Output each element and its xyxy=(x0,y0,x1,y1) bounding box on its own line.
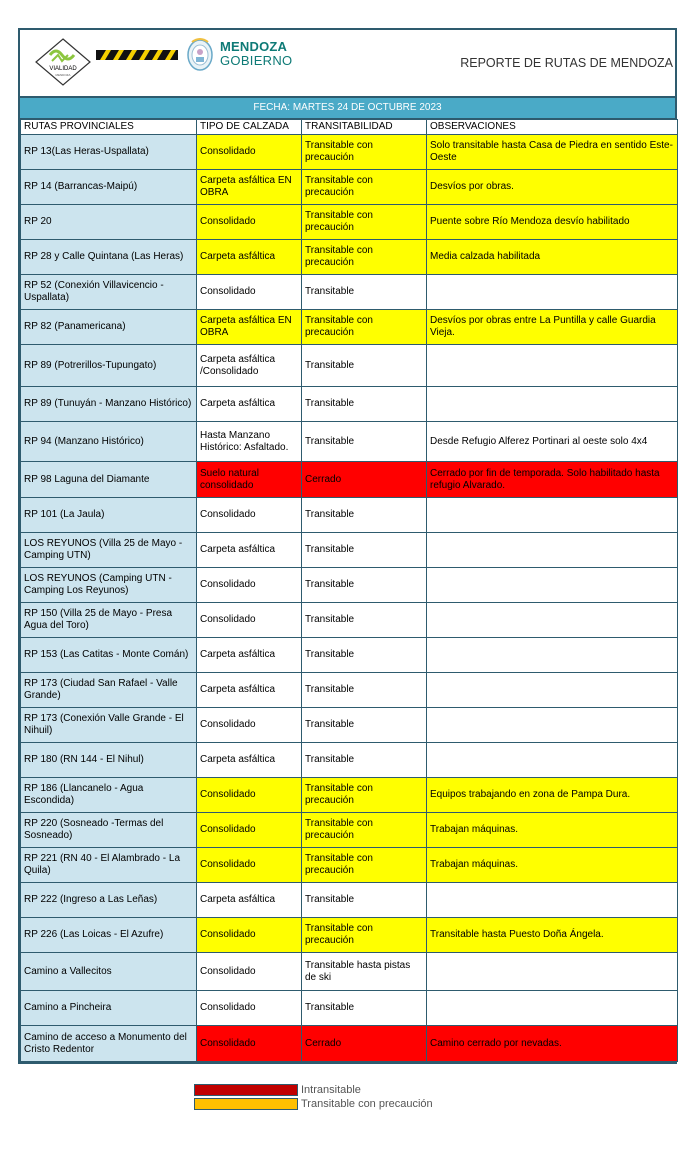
road-type-cell: Suelo natural consolidado xyxy=(197,462,302,498)
table-row xyxy=(21,135,678,170)
road-type-cell: Carpeta asfáltica xyxy=(197,743,302,778)
column-header-notes: OBSERVACIONES xyxy=(427,120,678,135)
gov-subtitle: GOBIERNO xyxy=(220,53,293,68)
column-header-road-type: TIPO DE CALZADA xyxy=(197,120,302,135)
table-row xyxy=(21,883,678,918)
route-cell: RP 173 (Ciudad San Rafael - Valle Grande) xyxy=(21,673,197,708)
route-cell: Camino a Vallecitos xyxy=(21,953,197,991)
road-type-cell: Consolidado xyxy=(197,918,302,953)
route-cell: RP 221 (RN 40 - El Alambrado - La Quila) xyxy=(21,848,197,883)
route-cell: RP 94 (Manzano Histórico) xyxy=(21,422,197,462)
status-cell: Transitable xyxy=(302,275,427,310)
status-cell: Transitable xyxy=(302,533,427,568)
route-cell: LOS REYUNOS (Camping UTN - Camping Los Reyunos) xyxy=(21,568,197,603)
notes-cell xyxy=(427,387,678,422)
table-row xyxy=(21,1026,678,1062)
notes-cell xyxy=(427,533,678,568)
status-cell: Transitable con precaución xyxy=(302,135,427,170)
routes-table-body xyxy=(21,135,678,1062)
status-cell: Transitable con precaución xyxy=(302,310,427,345)
status-cell: Transitable con precaución xyxy=(302,813,427,848)
notes-cell xyxy=(427,991,678,1026)
route-cell: RP 180 (RN 144 - El Nihul) xyxy=(21,743,197,778)
route-cell: RP 20 xyxy=(21,205,197,240)
report-title: REPORTE DE RUTAS DE MENDOZA xyxy=(460,56,673,70)
table-row xyxy=(21,462,678,498)
notes-cell xyxy=(427,638,678,673)
route-cell: RP 98 Laguna del Diamante xyxy=(21,462,197,498)
road-type-cell: Consolidado xyxy=(197,1026,302,1062)
table-row xyxy=(21,422,678,462)
route-cell: RP 89 (Potrerillos-Tupungato) xyxy=(21,345,197,387)
notes-cell xyxy=(427,275,678,310)
route-cell: RP 14 (Barrancas-Maipú) xyxy=(21,170,197,205)
notes-cell: Equipos trabajando en zona de Pampa Dura. xyxy=(427,778,678,813)
status-cell: Transitable con precaución xyxy=(302,918,427,953)
notes-cell xyxy=(427,743,678,778)
route-cell: Camino de acceso a Monumento del Cristo Redentor xyxy=(21,1026,197,1062)
legend-swatch-precaution xyxy=(194,1098,298,1110)
notes-cell: Transitable hasta Puesto Doña Ángela. xyxy=(427,918,678,953)
route-cell: RP 153 (Las Catitas - Monte Comán) xyxy=(21,638,197,673)
svg-text:MENDOZA: MENDOZA xyxy=(55,73,71,77)
road-type-cell: Carpeta asfáltica xyxy=(197,673,302,708)
notes-cell: Puente sobre Río Mendoza desvío habilitado xyxy=(427,205,678,240)
notes-cell: Trabajan máquinas. xyxy=(427,813,678,848)
road-type-cell: Hasta Manzano Histórico: Asfaltado. xyxy=(197,422,302,462)
road-type-cell: Carpeta asfáltica /Consolidado xyxy=(197,345,302,387)
notes-cell xyxy=(427,498,678,533)
notes-cell xyxy=(427,568,678,603)
notes-cell xyxy=(427,883,678,918)
route-cell: RP 222 (Ingreso a Las Leñas) xyxy=(21,883,197,918)
road-type-cell: Carpeta asfáltica xyxy=(197,387,302,422)
status-cell: Cerrado xyxy=(302,462,427,498)
route-cell: LOS REYUNOS (Villa 25 de Mayo - Camping UTN) xyxy=(21,533,197,568)
road-type-cell: Carpeta asfáltica EN OBRA xyxy=(197,170,302,205)
road-type-cell: Consolidado xyxy=(197,953,302,991)
routes-table xyxy=(20,119,678,1062)
route-cell: RP 173 (Conexión Valle Grande - El Nihuil) xyxy=(21,708,197,743)
status-cell: Transitable xyxy=(302,498,427,533)
table-row xyxy=(21,603,678,638)
road-type-cell: Consolidado xyxy=(197,848,302,883)
notes-cell xyxy=(427,708,678,743)
table-row xyxy=(21,848,678,883)
road-type-cell: Consolidado xyxy=(197,991,302,1026)
status-cell: Transitable xyxy=(302,673,427,708)
table-row xyxy=(21,170,678,205)
date-bar: FECHA: MARTES 24 DE OCTUBRE 2023 xyxy=(20,98,675,119)
road-type-cell: Consolidado xyxy=(197,603,302,638)
status-cell: Transitable con precaución xyxy=(302,170,427,205)
notes-cell: Media calzada habilitada xyxy=(427,240,678,275)
column-header-status: TRANSITABILIDAD xyxy=(302,120,427,135)
road-type-cell: Carpeta asfáltica xyxy=(197,533,302,568)
table-row xyxy=(21,813,678,848)
table-row xyxy=(21,275,678,310)
status-cell: Transitable con precaución xyxy=(302,240,427,275)
route-cell: RP 220 (Sosneado -Termas del Sosneado) xyxy=(21,813,197,848)
table-row xyxy=(21,918,678,953)
notes-cell: Trabajan máquinas. xyxy=(427,848,678,883)
notes-cell: Camino cerrado por nevadas. xyxy=(427,1026,678,1062)
vialidad-logo xyxy=(34,37,92,87)
table-row xyxy=(21,310,678,345)
mendoza-coat-of-arms-icon xyxy=(186,36,214,74)
route-cell: RP 226 (Las Loicas - El Azufre) xyxy=(21,918,197,953)
route-cell: RP 186 (Llancanelo - Agua Escondida) xyxy=(21,778,197,813)
route-cell: RP 28 y Calle Quintana (Las Heras) xyxy=(21,240,197,275)
notes-cell: Solo transitable hasta Casa de Piedra en sentido Este-Oeste xyxy=(427,135,678,170)
route-cell: Camino a Pincheira xyxy=(21,991,197,1026)
gov-name: MENDOZA xyxy=(220,39,288,54)
report-header xyxy=(20,30,675,98)
status-cell: Cerrado xyxy=(302,1026,427,1062)
status-cell: Transitable xyxy=(302,603,427,638)
road-type-cell: Consolidado xyxy=(197,275,302,310)
route-cell: RP 101 (La Jaula) xyxy=(21,498,197,533)
road-type-cell: Consolidado xyxy=(197,498,302,533)
status-cell: Transitable con precaución xyxy=(302,848,427,883)
status-cell: Transitable xyxy=(302,387,427,422)
status-cell: Transitable xyxy=(302,638,427,673)
status-cell: Transitable xyxy=(302,883,427,918)
table-row xyxy=(21,778,678,813)
legend-label: Transitable con precaución xyxy=(301,1098,433,1110)
notes-cell: Desvíos por obras. xyxy=(427,170,678,205)
table-row xyxy=(21,638,678,673)
status-cell: Transitable hasta pistas de ski xyxy=(302,953,427,991)
table-row xyxy=(21,991,678,1026)
status-cell: Transitable xyxy=(302,568,427,603)
road-type-cell: Consolidado xyxy=(197,813,302,848)
table-row xyxy=(21,205,678,240)
route-cell: RP 52 (Conexión Villavicencio - Uspallata) xyxy=(21,275,197,310)
table-row xyxy=(21,533,678,568)
notes-cell xyxy=(427,953,678,991)
road-type-cell: Consolidado xyxy=(197,568,302,603)
table-row xyxy=(21,387,678,422)
road-type-cell: Carpeta asfáltica xyxy=(197,240,302,275)
table-row xyxy=(21,240,678,275)
status-cell: Transitable xyxy=(302,345,427,387)
status-cell: Transitable xyxy=(302,422,427,462)
table-row xyxy=(21,953,678,991)
table-row xyxy=(21,498,678,533)
notes-cell xyxy=(427,673,678,708)
notes-cell xyxy=(427,345,678,387)
hazard-stripes xyxy=(96,50,178,60)
vialidad-logo-text: VIALIDAD xyxy=(49,66,77,72)
legend-swatch-intransitable xyxy=(194,1084,298,1096)
notes-cell: Desde Refugio Alferez Portinari al oeste solo 4x4 xyxy=(427,422,678,462)
notes-cell xyxy=(427,603,678,638)
report-sheet xyxy=(18,28,677,1064)
table-row xyxy=(21,673,678,708)
road-type-cell: Consolidado xyxy=(197,708,302,743)
column-header-route: RUTAS PROVINCIALES xyxy=(21,120,197,135)
notes-cell: Desvíos por obras entre La Puntilla y calle Guardia Vieja. xyxy=(427,310,678,345)
route-cell: RP 150 (Villa 25 de Mayo - Presa Agua del Toro) xyxy=(21,603,197,638)
road-type-cell: Consolidado xyxy=(197,778,302,813)
table-row xyxy=(21,708,678,743)
status-cell: Transitable con precaución xyxy=(302,205,427,240)
route-cell: RP 89 (Tunuyán - Manzano Histórico) xyxy=(21,387,197,422)
route-cell: RP 82 (Panamericana) xyxy=(21,310,197,345)
table-header-row xyxy=(21,120,678,135)
table-row xyxy=(21,743,678,778)
road-type-cell: Carpeta asfáltica xyxy=(197,883,302,918)
notes-cell: Cerrado por fin de temporada. Solo habilitado hasta refugio Alvarado. xyxy=(427,462,678,498)
route-cell: RP 13(Las Heras-Uspallata) xyxy=(21,135,197,170)
status-cell: Transitable xyxy=(302,708,427,743)
table-row xyxy=(21,568,678,603)
road-type-cell: Carpeta asfáltica EN OBRA xyxy=(197,310,302,345)
status-cell: Transitable xyxy=(302,743,427,778)
status-cell: Transitable con precaución xyxy=(302,778,427,813)
legend-label: Intransitable xyxy=(301,1084,361,1096)
road-type-cell: Carpeta asfáltica xyxy=(197,638,302,673)
table-row xyxy=(21,345,678,387)
status-cell: Transitable xyxy=(302,991,427,1026)
road-type-cell: Consolidado xyxy=(197,135,302,170)
road-type-cell: Consolidado xyxy=(197,205,302,240)
